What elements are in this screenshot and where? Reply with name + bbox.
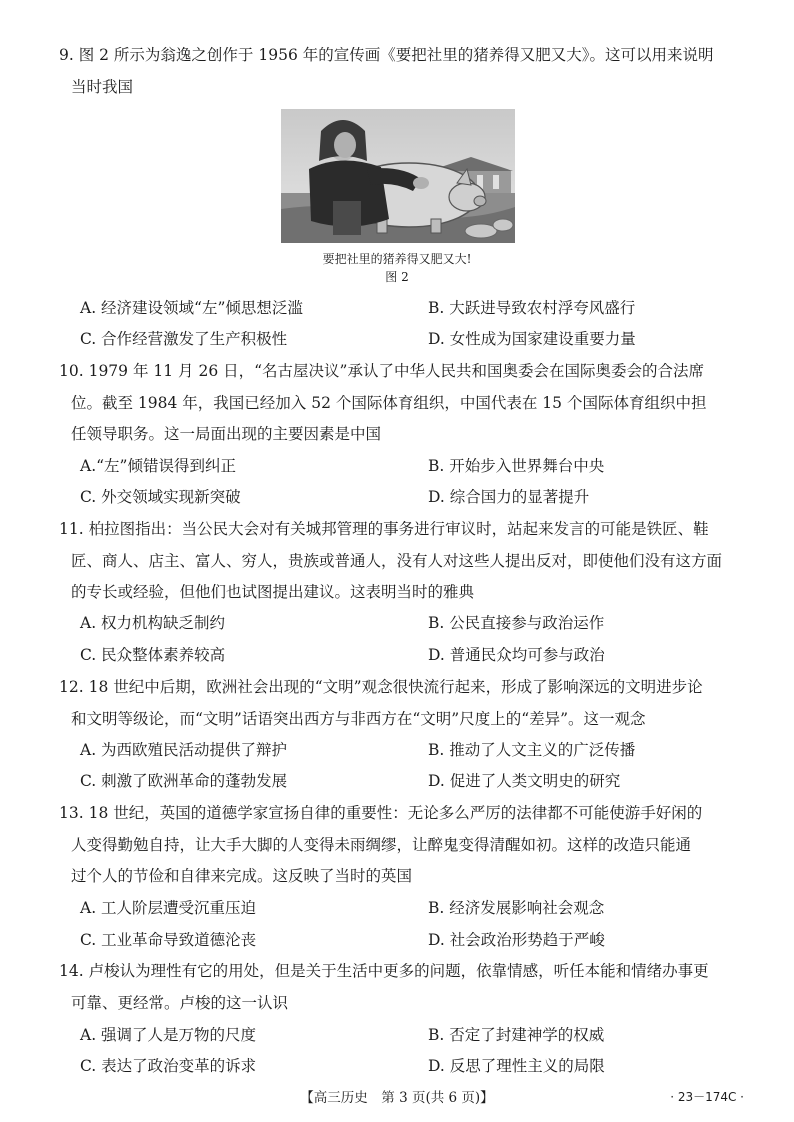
stem-line: 人变得勤勉自持，让大手大脚的人变得未雨绸缪，让醉鬼变得清醒如初。这样的改造只能通 <box>71 835 692 854</box>
stem-line: 当时我国 <box>71 77 134 96</box>
option-a[interactable]: A. 为西欧殖民活动提供了辩护 <box>80 741 288 759</box>
stem-line: 位。截至 1984 年，我国已经加入 52 个国际体育组织，中国代表在 15 个国际体育组织中担 <box>71 393 707 412</box>
stem-line: 的专长或经验，但他们也试图提出建议。这表明当时的雅典 <box>71 583 475 601</box>
option-a[interactable]: A. 强调了人是万物的尺度 <box>80 1026 257 1044</box>
question-14 <box>60 956 760 1019</box>
option-c[interactable]: C. 民众整体素养较高 <box>80 646 226 664</box>
question-stem <box>60 356 760 451</box>
figure-label: 图 2 <box>385 270 409 284</box>
option-d[interactable]: D. 综合国力的显著提升 <box>428 488 590 506</box>
option-b[interactable]: B. 否定了封建神学的权威 <box>428 1026 605 1044</box>
stem-line: 11. 柏拉图指出：当公民大会对有关城邦管理的事务进行审议时，站起来发言的可能是铁匠、鞋 <box>59 520 709 538</box>
option-b[interactable]: B. 开始步入世界舞台中央 <box>428 457 605 475</box>
option-c[interactable]: C. 外交领域实现新突破 <box>80 488 241 506</box>
option-c[interactable]: C. 合作经营激发了生产积极性 <box>80 330 288 348</box>
propaganda-poster-figure <box>281 109 515 243</box>
stem-line: 10. 1979 年 11 月 26 日，“名古屋决议”承认了中华人民共和国奥委会在国际奥委会的合法席 <box>59 362 704 380</box>
option-b[interactable]: B. 推动了人文主义的广泛传播 <box>428 741 636 759</box>
option-c[interactable]: C. 工业革命导致道德沦丧 <box>80 931 257 949</box>
question-12 <box>60 672 760 735</box>
stem-line: 9. 图 2 所示为翁逸之创作于 1956 年的宣传画《要把社里的猪养得又肥又大》。这可以用来说明 <box>59 46 714 64</box>
question-stem <box>60 514 760 609</box>
question-stem <box>60 956 760 1019</box>
option-d[interactable]: D. 反思了理性主义的局限 <box>428 1057 605 1075</box>
option-a[interactable]: A. 经济建设领域“左”倾思想泛滥 <box>80 299 303 317</box>
option-b[interactable]: B. 公民直接参与政治运作 <box>428 614 605 632</box>
page-number-label: 【高三历史 第 3 页(共 6 页)】 <box>300 1090 494 1106</box>
stem-line: 可靠、更经常。卢梭的这一认识 <box>71 993 289 1012</box>
exam-code: · 23－174C · <box>670 1090 744 1104</box>
question-stem <box>60 798 760 893</box>
option-d[interactable]: D. 社会政治形势趋于严峻 <box>428 931 605 949</box>
stem-line: 任领导职务。这一局面出现的主要因素是中国 <box>71 425 382 443</box>
stem-line: 匠、商人、店主、富人、穷人，贵族或普通人，没有人对这些人提出反对，即使他们没有这方面 <box>71 551 723 570</box>
option-b[interactable]: B. 经济发展影响社会观念 <box>428 899 605 917</box>
option-c[interactable]: C. 刺激了欧洲革命的蓬勃发展 <box>80 772 288 790</box>
option-d[interactable]: D. 女性成为国家建设重要力量 <box>428 330 636 348</box>
question-11 <box>60 514 760 609</box>
stem-line: 和文明等级论，而“文明”话语突出西方与非西方在“文明”尺度上的“差异”。这一观念 <box>71 709 646 728</box>
option-a[interactable]: A.“左”倾错误得到纠正 <box>80 457 236 475</box>
question-13 <box>60 798 760 893</box>
question-9 <box>60 40 760 103</box>
option-c[interactable]: C. 表达了政治变革的诉求 <box>80 1057 257 1075</box>
poster-caption: 要把社里的猪养得又肥又大! <box>322 252 472 266</box>
stem-line: 14. 卢梭认为理性有它的用处，但是关于生活中更多的问题，依靠情感，听任本能和情绪办事更 <box>59 962 709 980</box>
option-a[interactable]: A. 工人阶层遭受沉重压迫 <box>80 899 257 917</box>
stem-line: 13. 18 世纪，英国的道德学家宣扬自律的重要性：无论多么严厉的法律都不可能使游手好闲的 <box>59 804 703 822</box>
poster-image <box>281 109 515 243</box>
question-stem <box>60 672 760 735</box>
option-b[interactable]: B. 大跃进导致农村浮夸风盛行 <box>428 299 636 317</box>
stem-line: 12. 18 世纪中后期，欧洲社会出现的“文明”观念很快流行起来，形成了影响深远的文明进步论 <box>59 678 703 696</box>
option-d[interactable]: D. 普通民众均可参与政治 <box>428 646 605 664</box>
option-d[interactable]: D. 促进了人类文明史的研究 <box>428 772 621 790</box>
question-stem <box>60 40 760 103</box>
stem-line: 过个人的节俭和自律来完成。这反映了当时的英国 <box>71 867 413 885</box>
option-a[interactable]: A. 权力机构缺乏制约 <box>80 614 226 632</box>
question-10 <box>60 356 760 451</box>
